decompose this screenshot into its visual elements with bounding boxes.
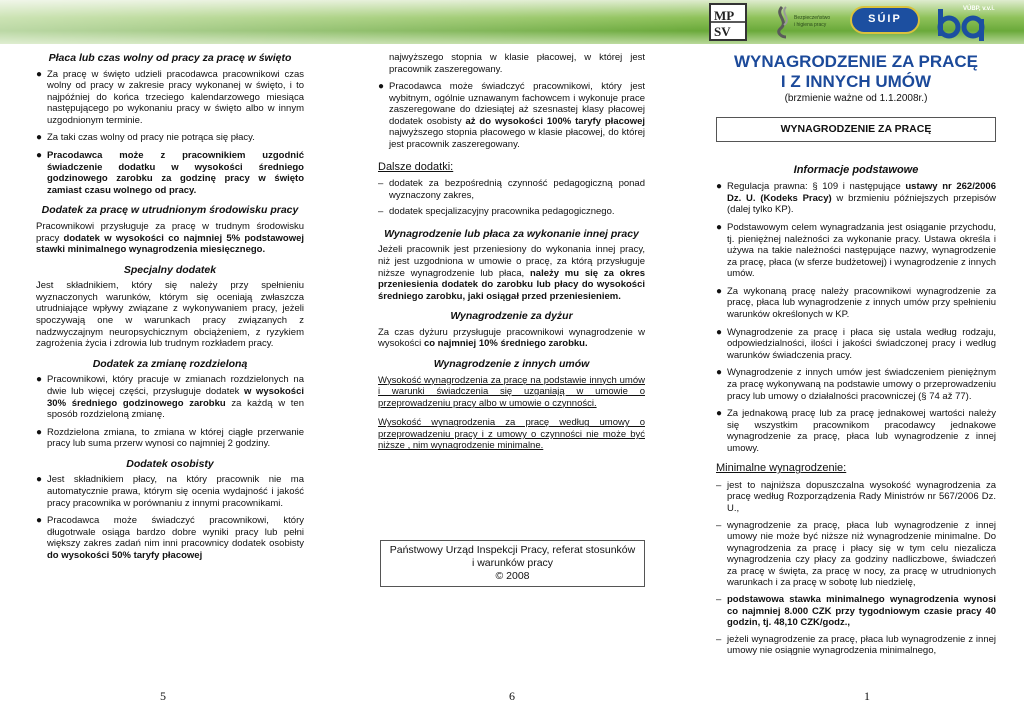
svg-text:Bezpieczeństwo: Bezpieczeństwo (794, 15, 831, 21)
minimum-wage-shortfall: jeżeli wynagrodzenie za pracę, płaca lub wynagrodzenie z innej umowy nie osiągnie wynagrodzenia minimalnego, (727, 633, 996, 657)
section-box-title: WYNAGRODZENIE ZA PRACĘ (716, 117, 996, 142)
dash-icon: – (716, 479, 722, 491)
list-item (36, 427, 304, 450)
list-item (36, 132, 304, 144)
list-item (716, 634, 996, 657)
list-item (716, 408, 996, 454)
other-work-text-b: należy mu się za okres przeniesienia dodatek do zarobku lub płacy do wysokości średniego zarobku, jaki osiągał przed przeniesieniem. (378, 267, 645, 302)
other-work-heading: Wynagrodzenie lub płaca za wykonanie innej pracy (384, 227, 639, 240)
list-item (716, 367, 996, 402)
mpsv-logo-mark (711, 5, 745, 39)
header-gradient (0, 0, 700, 44)
other-contracts-heading: Wynagrodzenie z innych umów (433, 358, 590, 370)
mpsv-logo (709, 3, 747, 41)
on-call-text-b: co najmniej 10% średniego zarobku. (423, 338, 588, 350)
bullet-icon: ● (716, 367, 723, 379)
list-item (36, 69, 304, 127)
dash-icon: – (378, 178, 384, 190)
expert-bonus-text-b: aż do wysokości 100% taryfy płacowej (465, 115, 646, 127)
split-shift-heading: Dodatek za zmianę rozdzieloną (92, 357, 248, 370)
list-item (36, 374, 304, 420)
on-call-heading: Wynagrodzenie za dyżur (450, 310, 573, 323)
right-column (716, 52, 996, 662)
legal-basis-text-a: Regulacja prawna: § 109 i następujące (727, 181, 906, 193)
list-item (716, 327, 996, 362)
document-subtitle: (brzmienie ważne od 1.1.2008r.) (784, 93, 928, 105)
other-work-text (378, 244, 645, 302)
split-shift-text-c: za każdą w ten sposób rozdzieloną zmianę. (47, 397, 304, 421)
personal-bonus-heading: Dodatek osobisty (126, 457, 214, 470)
on-call-text (378, 327, 645, 350)
list-item (378, 178, 645, 201)
personal-bonus-text-b: do wysokości 50% taryfy płacowej (47, 549, 203, 561)
other-work-text-a: Jeżeli pracownik jest przeniesiony do wykonania innej pracy, niż jest uzgodniona w umowie o pracę, za którą przysługuje niższe wynagrodzenie lub płaca, (378, 244, 645, 279)
holiday-bonus-text: Pracodawca może z pracownikiem uzgodnić świadczenie dodatku w wysokości średniego godzinowego zarobku za godzinę pracy w święto zamiast czasu wolnego od pracy. (47, 150, 304, 196)
bhp-ribbon-mark (772, 3, 842, 41)
vubp-logo (935, 3, 995, 41)
basic-purpose-text: Podstawowym celem wynagradzania jest osiąganie przychodu, tj. pieniężnej należności za wykonanie pracy. Ustawa określa i używa na takie należności następujące nazwy, wynagrodzenie za pracę, płaca (w sferze budżetowej) i wynagrodzenie z innych umów. (727, 222, 996, 280)
criteria-text: Wynagrodzenie za pracę i płaca się ustala według rodzaju, odpowiedzialności, ilości i jakości świadczonej pracy i według warunków świadczenia pracy. (727, 326, 996, 361)
list-item (716, 181, 996, 216)
minimum-wage-heading: Minimalne wynagrodzenie: (716, 462, 847, 475)
vubp-logo-mark (935, 3, 995, 41)
page-number-right: 1 (864, 689, 870, 703)
svg-text:MP: MP (714, 8, 735, 23)
page-number-left: 5 (160, 689, 166, 703)
list-item (378, 206, 645, 218)
minimum-wage-rule: wynagrodzenie za pracę, płaca lub wynagrodzenie z innej umowy nie może być niższe niż wynagrodzenie minimalne. Do wynagrodzenia za pracę i płacy się w tym celu niezalicza wynagrodzenia czy płacy za godziny nadliczbowe, świadczeń za pracę w święta, za pracę w nocy, za pracę w utrudnionych warunkach i za pracę w sobotę lub niedzielę, (727, 519, 996, 589)
list-item (36, 474, 304, 509)
bullet-icon: ● (378, 81, 385, 93)
split-shift-text-a: Pracownikowi, który pracuje w zmianach rozdzielonych na dwie lub więcej części, przysługuje dodatek (47, 374, 304, 397)
copyright-line: © 2008 (495, 570, 530, 583)
hard-environment-text (36, 221, 304, 256)
dash-icon: – (378, 206, 384, 218)
publisher-box (380, 540, 645, 587)
svg-text:VÚBP, v.v.i.: VÚBP, v.v.i. (963, 6, 995, 12)
bhp-ribbon-logo (772, 3, 842, 41)
list-item (716, 594, 996, 629)
svg-text:SV: SV (714, 24, 731, 39)
holiday-no-deduction-text: Za taki czas wolny od pracy nie potrąca się płacy. (47, 132, 255, 144)
suip-logo: SÚIP (850, 6, 920, 34)
minimum-wage-definition: jest to najniższa dopuszczalna wysokość wynagrodzenia za pracę według Rozporządzenia Rady Ministrów nr 567/2006 Dz. U., (727, 479, 996, 514)
hard-environment-text-a: Pracownikowi przysługuje za pracę w trudnym środowisku pracy (36, 220, 304, 244)
hard-environment-heading: Dodatek za pracę w utrudnionym środowisku pracy (41, 204, 299, 217)
left-column (36, 52, 304, 567)
publisher-line-2: i warunków pracy (471, 557, 554, 570)
dash-icon: – (716, 519, 722, 531)
personal-bonus-text-a: Pracodawca może świadczyć pracownikowi, który długotrwale osiąga bardzo dobre wyniki pracy lub pełni większy zakres zadań nim inni pracownicy dodatek osobisty (47, 515, 304, 550)
split-shift-text-b: w wysokości 30% średniego godzinowego zarobku (47, 385, 304, 409)
bullet-icon: ● (716, 285, 723, 297)
specialization-bonus-text: dodatek specjalizacyjny pracownika pedagogicznego. (389, 206, 615, 218)
minimum-wage-rate: podstawowa stawka minimalnego wynagrodzenia wynosi co najmniej 8.000 CZK przy tygodniowym czasie pracy 40 godzin, tj. 48,10 CZK/godz., (727, 594, 996, 629)
bullet-icon: ● (36, 132, 43, 144)
bullet-icon: ● (36, 474, 43, 486)
list-item (716, 222, 996, 280)
list-item (36, 150, 304, 196)
special-bonus-heading: Specjalny dodatek (123, 263, 217, 276)
document-title-line-2: I Z INNYCH UMÓW (780, 71, 932, 91)
list-item (716, 520, 996, 589)
legal-basis-text-c: w brzmieniu późniejszych przepisów (dalej tylko KP). (727, 192, 996, 216)
special-bonus-text: Jest składnikiem, który się należy przy spełnieniu wyznaczonych warunków, którym się oceniają zwłaszcza utrudniające wpływy związane z wykonywaniem pracy, jeżeli spoczywają one w warunkach pracy związanych z nadzwyczajnym neuropsychicznym obciążeniem, z ryzykiem zagrożenia życia i zdrowia lub trudnym rozkładem pracy. (36, 280, 304, 350)
other-contracts-text-2: Wysokość wynagrodzenia za pracę według umowy o przeprowadzeniu pracy i z umowy o czynności nie może być niższe , nim wynagrodzenie minimalne. (378, 417, 645, 452)
split-shift-definition: Rozdzielona zmiana, to zmiana w której ciągłe przerwanie pracy lub suma przerw wynosi co najmniej 2 godziny. (47, 426, 304, 450)
expert-bonus-text-c: najwyższego stopnia płacowego w klasie płacowej, do której jest pracownik zaszeregowany. (389, 127, 645, 151)
list-item (716, 286, 996, 321)
continued-text: najwyższego stopnia w klasie płacowej, w której jest pracownik zaszeregowany. (389, 52, 645, 75)
list-item (36, 515, 304, 561)
header-bar (0, 0, 1024, 44)
bullet-icon: ● (716, 326, 723, 338)
bullet-icon: ● (36, 150, 43, 162)
entitlement-text: Za wykonaną pracę należy pracownikowi wynagrodzenie za pracę, płaca lub wynagrodzenie z innych umów przy spełnieniu warunków określonych w KP. (727, 285, 996, 321)
basic-info-heading: Informacje podstawowe (793, 164, 919, 177)
personal-bonus-definition: Jest składnikiem płacy, na który pracownik nie ma automatycznie prawa, którym się ocenia wydajność i jakość pracy pracownika w porównaniu z innymi pracownikami. (47, 474, 304, 509)
list-item (716, 480, 996, 515)
expert-bonus-text-a: Pracodawca może świadczyć pracownikowi, który jest wybitnym, ogólnie uznawanym fachowcem i wykonuje prace zaszeregowane do dziesiątej aż szesnastej klasy płacowej dodatek osobisty (389, 81, 645, 127)
page-number-middle: 6 (509, 689, 515, 703)
holiday-work-heading: Płaca lub czas wolny od pracy za pracę w święto (48, 52, 292, 64)
other-contracts-definition: Wynagrodzenie z innych umów jest świadczeniem pieniężnym za pracę wykonywaną na podstawie umowy o przeprowadzeniu pracy lub umowy o działalności pracowniczej (§ 74 až 77). (727, 367, 996, 402)
further-bonuses-heading: Dalsze dodatki: (378, 160, 454, 173)
document-title-line-1: WYNAGRODZENIE ZA PRACĘ (734, 52, 978, 71)
on-call-text-a: Za czas dyżuru przysługuje pracownikowi wynagrodzenie w wysokości (378, 326, 645, 350)
bullet-icon: ● (36, 515, 43, 527)
list-item (378, 81, 645, 150)
pedagogic-bonus-text: dodatek za bezpośrednią czynność pedagogiczną ponad wyznaczony zakres, (389, 178, 645, 201)
bullet-icon: ● (716, 181, 723, 193)
legal-basis-text-b: ustawy nr 262/2006 Dz. U. (Kodeks Pracy) (727, 181, 996, 204)
bullet-icon: ● (36, 426, 43, 438)
equal-pay-text: Za jednakową pracę lub za pracę jednakowej wartości należy się wszystkim pracownikom pracodawcy jednakowe wynagrodzenie za pracę, płaca lub wynagrodzenie z innej umowy. (727, 408, 996, 454)
other-contracts-text-1: Wysokość wynagrodzenia za pracę na podstawie innych umów i warunki świadczenia się uzganiają w umowie o przeprowadzeniu pracy albo w umowie o czynności. (378, 374, 645, 409)
middle-column (378, 52, 645, 458)
dash-icon: – (716, 633, 722, 645)
dash-icon: – (716, 594, 722, 606)
holiday-leave-text: Za pracę w święto udzieli pracodawca pracownikowi czas wolny od pracy w zakresie pracy wykonanej w święto, i to najpóźniej do końca trzeciego kalendarzowego miesiąca następującego po wykonaniu pracy w święto albo w innym uzgodnionym terminie. (47, 68, 304, 126)
bullet-icon: ● (36, 374, 43, 386)
bullet-icon: ● (36, 68, 43, 80)
bullet-icon: ● (716, 408, 723, 420)
hard-environment-text-b: dodatek w wysokości co najmniej 5% podstawowej stawki minimalnego wynagrodzenia miesięcznego. (36, 232, 305, 256)
svg-text:i higiena pracy: i higiena pracy (794, 22, 827, 28)
publisher-line-1: Państwowy Urząd Inspekcji Pracy, referat stosunków (389, 544, 636, 556)
bullet-icon: ● (716, 222, 723, 233)
